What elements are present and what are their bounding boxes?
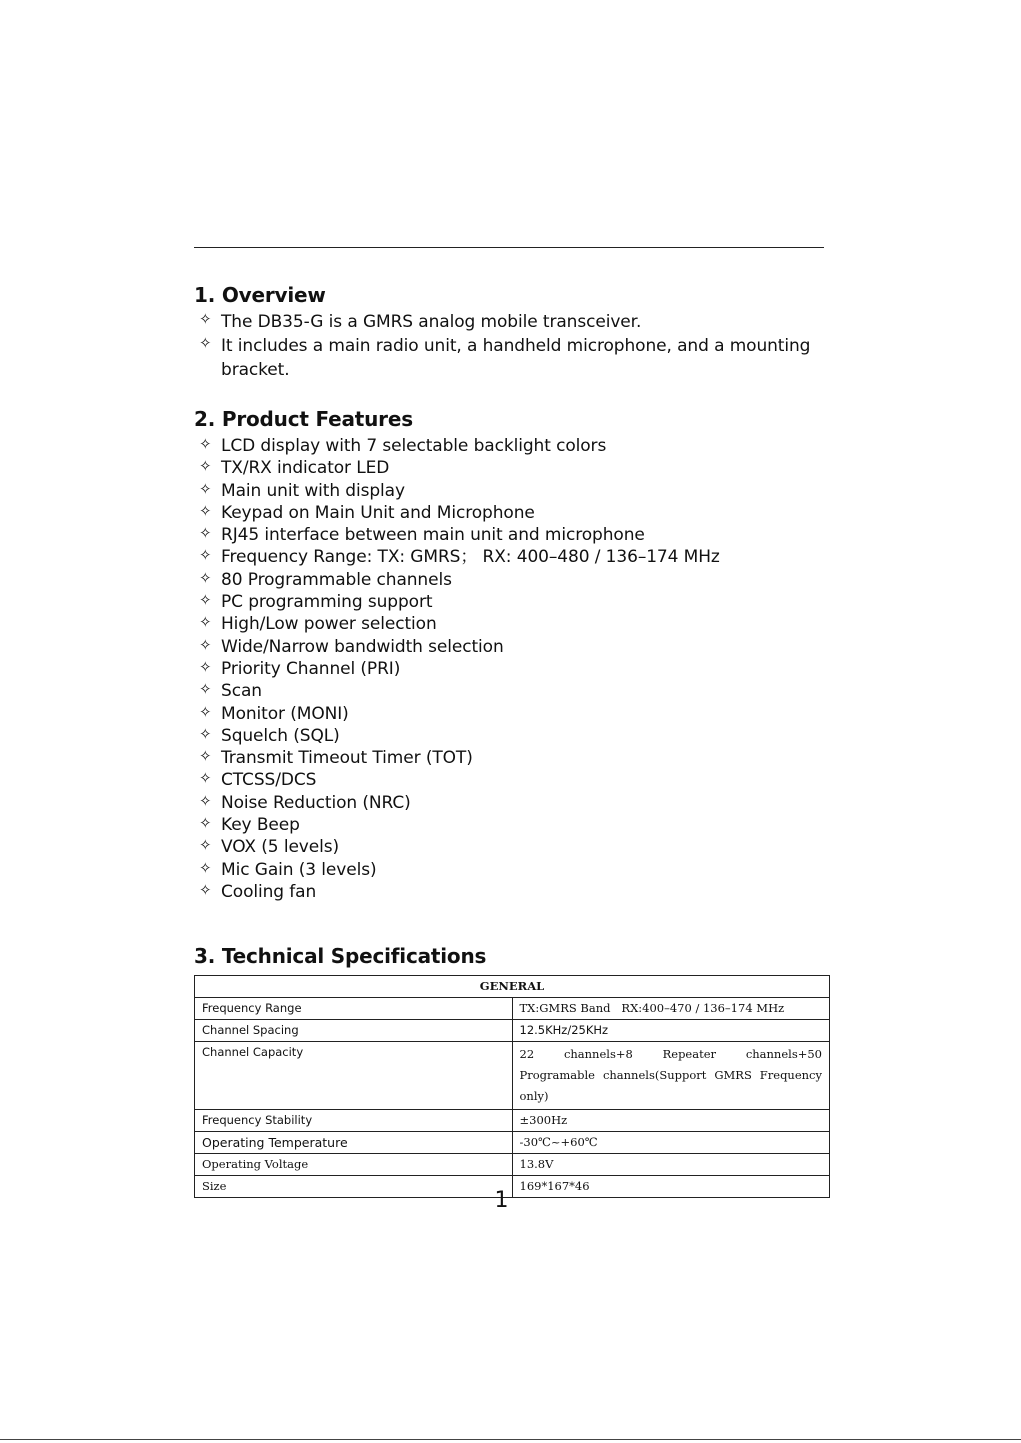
spec-value: ±300Hz: [512, 1110, 830, 1132]
overview-heading: 1. Overview: [194, 283, 326, 307]
table-row: [195, 1132, 830, 1154]
diamond-bullet-icon: ✧: [199, 479, 212, 498]
spec-label: Channel Capacity: [195, 1042, 513, 1110]
spec-label: Frequency Stability: [195, 1110, 513, 1132]
page-number: 1: [494, 1188, 509, 1213]
diamond-bullet-icon: ✧: [199, 435, 212, 453]
spec-value: TX:GMRS Band RX:400–470 / 136–174 MHz: [512, 998, 830, 1020]
specs-heading: 3. Technical Specifications: [194, 944, 487, 968]
diamond-bullet-icon: ✧: [199, 591, 212, 610]
spec-label: Frequency Range: [195, 998, 513, 1020]
list-item: ✧ Wide/Narrow bandwidth selection: [199, 635, 504, 657]
features-list: [194, 435, 834, 903]
bottom-edge-line: [0, 1439, 1021, 1440]
list-item: ✧ The DB35-G is a GMRS analog mobile transceiver.: [199, 310, 642, 332]
table-title: GENERAL: [195, 976, 830, 998]
diamond-bullet-icon: ✧: [199, 724, 212, 743]
spec-table: [194, 975, 830, 1198]
list-item: ✧ 80 Programmable channels: [199, 568, 452, 590]
diamond-bullet-icon: ✧: [199, 568, 212, 587]
list-item: ✧ Priority Channel (PRI): [199, 657, 401, 679]
list-item: ✧ High/Low power selection: [199, 613, 437, 635]
diamond-bullet-icon: ✧: [199, 657, 212, 676]
diamond-bullet-icon: ✧: [199, 747, 212, 766]
spec-value: 13.8V: [512, 1154, 830, 1176]
features-section: [194, 406, 834, 903]
diamond-bullet-icon: ✧: [199, 791, 212, 810]
diamond-bullet-icon: ✧: [199, 310, 212, 328]
table-header-row: [195, 976, 830, 998]
spec-label: Channel Spacing: [195, 1020, 513, 1042]
diamond-bullet-icon: ✧: [199, 769, 212, 788]
diamond-bullet-icon: ✧: [199, 457, 212, 476]
diamond-bullet-icon: ✧: [199, 546, 212, 565]
diamond-bullet-icon: ✧: [199, 613, 212, 632]
list-item: ✧ Noise Reduction (NRC): [199, 791, 411, 813]
list-item: ✧ It includes a main radio unit, a handheld microphone, and a mounting bracket.: [199, 334, 811, 380]
list-item: ✧ Squelch (SQL): [199, 724, 340, 746]
list-item: ✧ PC programming support: [199, 591, 433, 613]
list-item: ✧ Monitor (MONI): [199, 702, 349, 724]
top-divider: [194, 247, 824, 248]
diamond-bullet-icon: ✧: [199, 334, 212, 352]
list-item: ✧ Key Beep: [199, 814, 300, 836]
diamond-bullet-icon: ✧: [199, 680, 212, 699]
table-row: [195, 1154, 830, 1176]
diamond-bullet-icon: ✧: [199, 702, 212, 721]
list-item: ✧ LCD display with 7 selectable backlight colors: [199, 435, 607, 456]
list-item: ✧ Cooling fan: [199, 880, 317, 902]
spec-value: 12.5KHz/25KHz: [512, 1020, 830, 1042]
spec-label: Operating Voltage: [195, 1154, 513, 1176]
list-item: ✧ Mic Gain (3 levels): [199, 858, 377, 880]
table-row: [195, 1110, 830, 1132]
spec-value: 169*167*46: [512, 1176, 830, 1198]
list-item: ✧ TX/RX indicator LED: [199, 457, 390, 479]
table-row: [195, 1020, 830, 1042]
diamond-bullet-icon: ✧: [199, 836, 212, 855]
spec-value: 22 channels+8 Repeater channels+50 Programable channels(Support GMRS Frequency only): [512, 1042, 830, 1110]
list-item: ✧ Transmit Timeout Timer (TOT): [199, 747, 473, 769]
list-item: ✧ Scan: [199, 680, 262, 702]
table-row: [195, 1042, 830, 1110]
diamond-bullet-icon: ✧: [199, 635, 212, 654]
list-item: ✧ CTCSS/DCS: [199, 769, 317, 791]
diamond-bullet-icon: ✧: [199, 501, 212, 520]
specs-section: [194, 943, 834, 969]
diamond-bullet-icon: ✧: [199, 524, 212, 543]
overview-section: [194, 282, 834, 382]
features-heading: 2. Product Features: [194, 407, 413, 431]
spec-label: Operating Temperature: [195, 1132, 513, 1154]
overview-list: [194, 310, 834, 382]
diamond-bullet-icon: ✧: [199, 814, 212, 833]
table-row: [195, 998, 830, 1020]
list-item: ✧ Frequency Range: TX: GMRS； RX: 400–480 / 136–174 MHz: [199, 546, 720, 568]
list-item: ✧ Main unit with display: [199, 479, 405, 501]
spec-label: Size: [195, 1176, 513, 1198]
diamond-bullet-icon: ✧: [199, 858, 212, 877]
list-item: ✧ VOX (5 levels): [199, 836, 340, 858]
diamond-bullet-icon: ✧: [199, 880, 212, 899]
list-item: ✧ Keypad on Main Unit and Microphone: [199, 501, 535, 523]
list-item: ✧ RJ45 interface between main unit and microphone: [199, 524, 645, 546]
spec-value: -30℃~+60℃: [512, 1132, 830, 1154]
